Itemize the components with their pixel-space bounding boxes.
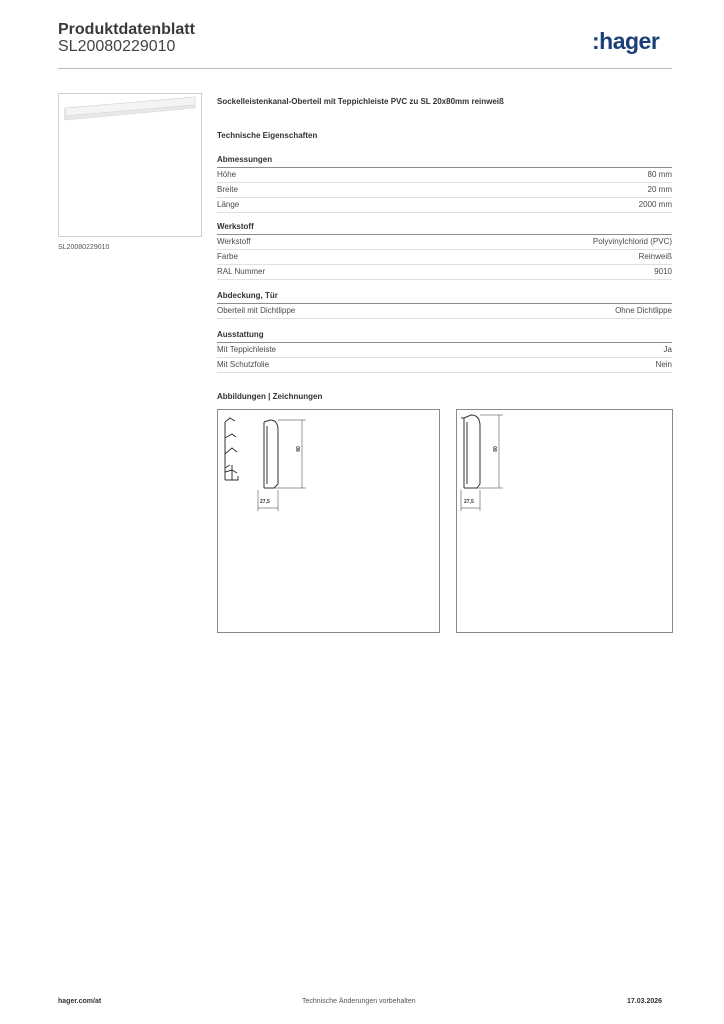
drawing-figure [218,410,439,520]
table-row [217,183,672,198]
hager-logo: :hager [592,28,660,54]
row-value: 2000 mm [638,200,672,209]
row-label: Werkstoff [217,237,251,246]
table-row [217,168,672,183]
table-row [217,304,672,319]
technical-drawing-assembly [217,409,440,633]
header-divider [58,68,672,69]
row-label: Mit Schutzfolie [217,360,270,369]
footer-date: 17.03.2026 [627,998,663,1005]
row-label: Oberteil mit Dichtlippe [217,306,296,315]
row-value: Polyvinylchlorid (PVC) [592,237,672,246]
row-label: Höhe [217,170,237,179]
section-abmessungen [217,155,672,213]
footer-website-link[interactable]: hager.com/at [58,998,102,1005]
row-label: Mit Teppichleiste [217,345,276,354]
section-ausstattung [217,330,672,373]
section-title: Abmessungen [217,155,672,168]
page-title: Produktdatenblatt [58,21,195,38]
technical-drawing-profile [456,409,673,633]
row-value: 80 mm [647,170,672,179]
table-row [217,265,672,280]
drawings-title: Abbildungen | Zeichnungen [217,392,323,401]
product-number: SL20080229010 [58,38,176,55]
image-caption: SL20080229010 [58,244,110,251]
table-row [217,250,672,265]
dimension-width-label: 27,5 [464,499,474,505]
row-label: RAL Nummer [217,267,266,276]
table-row [217,198,672,213]
row-value: Ja [663,345,672,354]
row-value: Reinweiß [638,252,672,261]
dimension-height-label: 80 [295,446,302,452]
product-description: Sockelleistenkanal-Oberteil mit Teppichleiste PVC zu SL 20x80mm reinweiß [217,97,504,106]
section-title: Abdeckung, Tür [217,291,672,304]
section-werkstoff [217,222,672,280]
footer-notice: Technische Änderungen vorbehalten [302,998,416,1005]
row-label: Farbe [217,252,238,261]
row-value: Nein [655,360,672,369]
row-value: Ohne Dichtlippe [615,306,672,315]
table-row [217,358,672,373]
row-label: Länge [217,200,240,209]
section-title: Werkstoff [217,222,672,235]
section-title: Ausstattung [217,330,672,343]
row-value: 9010 [654,267,672,276]
table-row [217,343,672,358]
section-abdeckung [217,291,672,319]
dimension-width-label: 27,5 [260,499,270,505]
row-label: Breite [217,185,238,194]
table-row [217,235,672,250]
drawing-figure [457,410,672,520]
tech-properties-title: Technische Eigenschaften [217,131,318,140]
product-image [58,93,202,237]
dimension-height-label: 80 [492,446,499,452]
row-value: 20 mm [647,185,672,194]
